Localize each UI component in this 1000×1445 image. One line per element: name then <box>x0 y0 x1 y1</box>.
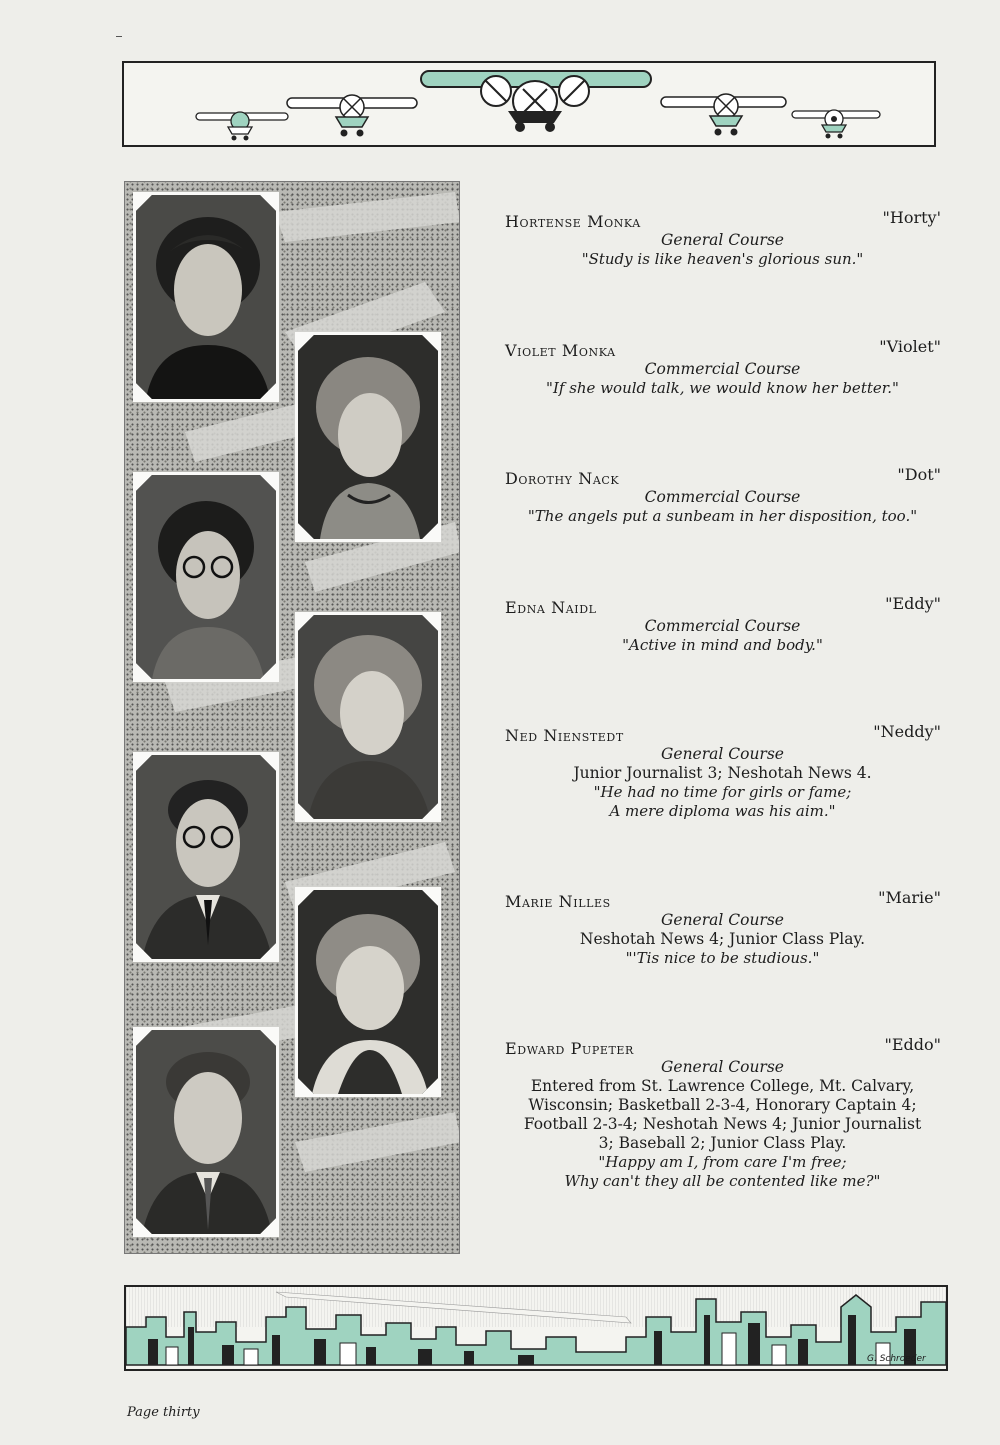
portrait-edna-naidl <box>295 612 441 822</box>
far-right-plane-icon <box>792 110 880 139</box>
student-quote-line: "Active in mind and body." <box>622 636 823 654</box>
student-nickname: "Neddy" <box>873 722 941 741</box>
airplane-banner <box>122 61 936 147</box>
far-left-plane-icon <box>196 112 288 141</box>
student-entry <box>500 208 945 269</box>
student-activities-line: 3; Baseball 2; Junior Class Play. <box>598 1134 847 1152</box>
entry-header <box>500 337 945 359</box>
student-quote-line: "The angels put a sunbeam in her disposition, too." <box>527 507 918 525</box>
entry-header <box>500 594 945 616</box>
center-plane-icon <box>421 71 651 132</box>
student-entry <box>500 888 945 968</box>
student-quote-line: "Study is like heaven's glorious sun." <box>581 250 864 268</box>
student-entry <box>500 337 945 398</box>
portrait-column <box>124 181 460 1254</box>
student-nickname: "Eddo" <box>884 1035 941 1054</box>
skyline-illustration <box>124 1285 948 1371</box>
student-quote-line: "If she would talk, we would know her better." <box>546 379 899 397</box>
right-plane-icon <box>661 94 786 136</box>
student-course: General Course <box>661 1058 784 1076</box>
student-course: General Course <box>661 911 784 929</box>
student-course: General Course <box>661 231 784 249</box>
student-course: Commercial Course <box>644 360 801 378</box>
left-plane-icon <box>287 95 417 137</box>
entry-header <box>500 465 945 487</box>
entry-header <box>500 722 945 744</box>
student-entry <box>500 465 945 526</box>
student-course: Commercial Course <box>644 488 801 506</box>
student-nickname: "Horty' <box>882 208 941 227</box>
student-entry <box>500 1035 945 1191</box>
student-nickname: "Violet" <box>879 337 941 356</box>
artist-signature: G. Schroeder <box>867 1354 926 1364</box>
portrait-edward-pupeter <box>133 1027 279 1237</box>
student-name: Hortense Monka <box>505 212 641 231</box>
student-name: Ned Nienstedt <box>505 726 624 745</box>
student-quote-line: "He had no time for girls or fame; <box>593 783 852 801</box>
student-course: Commercial Course <box>644 617 801 635</box>
student-activities-line: Entered from St. Lawrence College, Mt. Calvary, <box>530 1077 915 1095</box>
portrait-dorothy-nack <box>133 472 279 682</box>
student-entry <box>500 594 945 655</box>
corner-mark <box>116 36 122 37</box>
entry-header <box>500 888 945 910</box>
student-name: Marie Nilles <box>505 892 611 911</box>
student-activities-line: Junior Journalist 3; Neshotah News 4. <box>573 764 872 782</box>
portrait-ned-nienstedt <box>133 752 279 962</box>
student-activities-line: Football 2-3-4; Neshotah News 4; Junior Journalist <box>523 1115 922 1133</box>
portrait-hortense-monka <box>133 192 279 402</box>
student-name: Dorothy Nack <box>505 469 620 488</box>
student-activities-line: Neshotah News 4; Junior Class Play. <box>579 930 866 948</box>
page-number: Page thirty <box>127 1405 200 1420</box>
entry-header <box>500 208 945 230</box>
student-entry <box>500 722 945 821</box>
portrait-violet-monka <box>295 332 441 542</box>
airplanes-illustration <box>124 63 934 145</box>
student-nickname: "Marie" <box>878 888 941 907</box>
student-quote-line: "Happy am I, from care I'm free; <box>598 1153 847 1171</box>
city-skyline <box>126 1287 946 1369</box>
student-name: Edna Naidl <box>505 598 597 617</box>
student-activities-line: Wisconsin; Basketball 2-3-4, Honorary Captain 4; <box>528 1096 917 1114</box>
student-nickname: "Dot" <box>897 465 941 484</box>
student-quote-line: Why can't they all be contented like me?" <box>564 1172 881 1190</box>
student-quote-line: "'Tis nice to be studious." <box>625 949 820 967</box>
student-name: Violet Monka <box>505 341 616 360</box>
student-name: Edward Pupeter <box>505 1039 634 1058</box>
portrait-marie-nilles <box>295 887 441 1097</box>
student-nickname: "Eddy" <box>885 594 941 613</box>
student-course: General Course <box>661 745 784 763</box>
entry-header <box>500 1035 945 1057</box>
student-quote-line: A mere diploma was his aim." <box>609 802 836 820</box>
